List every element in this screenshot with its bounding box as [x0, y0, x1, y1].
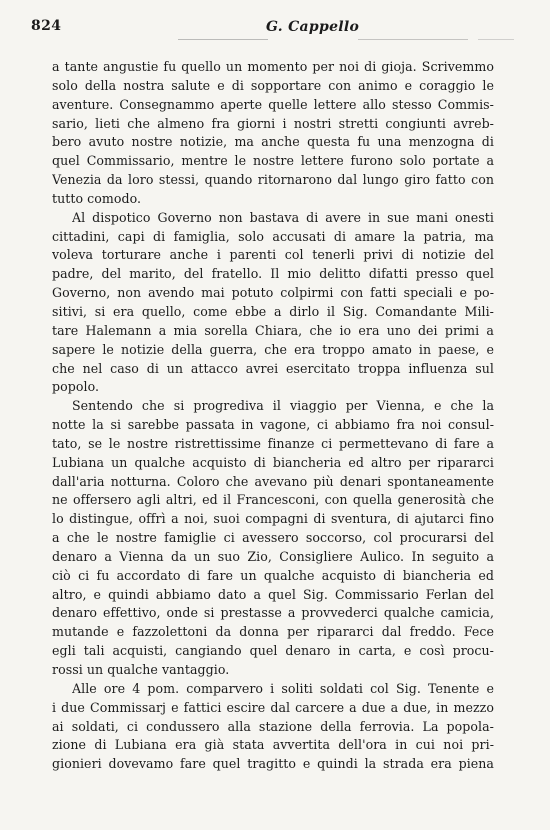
text-line: popolo.: [52, 379, 100, 395]
header-rule: [358, 39, 468, 40]
text-line: che nel caso di un attacco avrei esercitato troppa influenza sul: [52, 360, 494, 376]
text-line: tato, se le nostre ristrettissime finanze ci permettevano di fare a: [52, 435, 494, 451]
text-line: a tante angustie fu quello un momento per noi di gioja. Scrivemmo: [52, 59, 494, 74]
text-line: Alle ore 4 pom. comparvero i soliti soldati col Sig. Tenente e: [72, 680, 494, 696]
header-rule: [178, 39, 268, 40]
text-line: denaro a Vienna da un suo Zio, Consigliere Aulico. In seguito a: [52, 548, 494, 564]
paragraph: [52, 58, 494, 209]
text-line: ne offersero agli altri, ed il Francesconi, con quella generosità che: [52, 492, 494, 508]
text-line: notte la si sarebbe passata in vagone, ci abbiamo fra noi consul-: [52, 417, 494, 433]
text-line: Lubiana un qualche acquisto di biancheria ed altro per ripararci: [52, 454, 494, 470]
page-number: 824: [31, 18, 62, 34]
text-line: lo distingue, offrì a noi, suoi compagni di sventura, di ajutarci fino: [52, 511, 494, 527]
text-line: gionieri dovevamo fare quel tragitto e quindi la strada era piena: [52, 756, 494, 772]
text-line: aventure. Consegnammo aperte quelle lettere allo stesso Commis-: [52, 96, 494, 112]
text-line: ciò ci fu accordato di fare un qualche acquisto di biancheria ed: [52, 567, 494, 583]
text-line: rossi un qualche vantaggio.: [52, 662, 230, 677]
text-line: bero avuto nostre notizie, ma anche questa fu una menzogna di: [52, 134, 494, 150]
text-line: i due Commissarj e fattici escire dal carcere a due a due, in mezzo: [52, 699, 494, 715]
text-line: altro, e quindi abbiamo dato a quel Sig. Commissario Ferlan del: [52, 586, 494, 602]
text-line: tutto comodo.: [52, 190, 142, 206]
text-line: Sentendo che si progrediva il viaggio per Vienna, e che la: [72, 398, 494, 414]
text-line: voleva torturare anche i parenti col tenerli privi di notizie del: [52, 247, 494, 263]
text-line: sapere le notizie della guerra, che era troppo amato in paese, e: [52, 341, 494, 357]
running-head: G. Cappello: [266, 19, 360, 35]
paragraph: [52, 397, 494, 680]
text-line: egli tali acquisti, cangiando quel denaro in carta, e così procu-: [52, 643, 494, 659]
paragraph: [52, 209, 494, 397]
page-header: [28, 10, 522, 40]
text-line: cittadini, capi di famiglia, solo accusati di amare la patria, ma: [52, 228, 494, 244]
text-line: zione di Lubiana era già stata avvertita dell'ora in cui noi pri-: [52, 737, 494, 753]
text-line: sario, lieti che almeno fra giorni i nostri stretti congiunti avreb-: [52, 115, 494, 131]
text-line: padre, del marito, del fratello. Il mio delitto difatti presso quel: [52, 266, 494, 282]
text-line: Al dispotico Governo non bastava di avere in sue mani onesti: [72, 209, 494, 225]
text-line: solo della nostra salute e di sopportare con animo e coraggio le: [52, 77, 494, 93]
text-line: a che le nostre famiglie ci avessero soccorso, col procurarsi del: [52, 530, 494, 546]
text-line: sitivi, si era quello, come ebbe a dirlo il Sig. Comandante Mili-: [52, 303, 494, 319]
header-rule: [478, 39, 514, 40]
text-line: denaro effettivo, onde si prestasse a provvederci qualche camicia,: [52, 605, 494, 621]
text-line: Governo, non avendo mai potuto colpirmi con fatti speciali e po-: [52, 285, 494, 301]
text-line: tare Halemann a mia sorella Chiara, che io era uno dei primi a: [52, 322, 494, 338]
text-line: ai soldati, ci condussero alla stazione della ferrovia. La popola-: [52, 718, 494, 734]
text-line: Venezia da loro stessi, quando ritornarono dal lungo giro fatto con: [52, 172, 494, 188]
body-text: [52, 58, 494, 774]
text-line: dall'aria notturna. Coloro che avevano più denari spontaneamente: [52, 473, 494, 489]
paragraph: [52, 680, 494, 774]
text-line: mutande e fazzolettoni da donna per ripararci dal freddo. Fece: [52, 624, 494, 640]
text-line: quel Commissario, mentre le nostre lettere furono solo portate a: [52, 153, 494, 169]
